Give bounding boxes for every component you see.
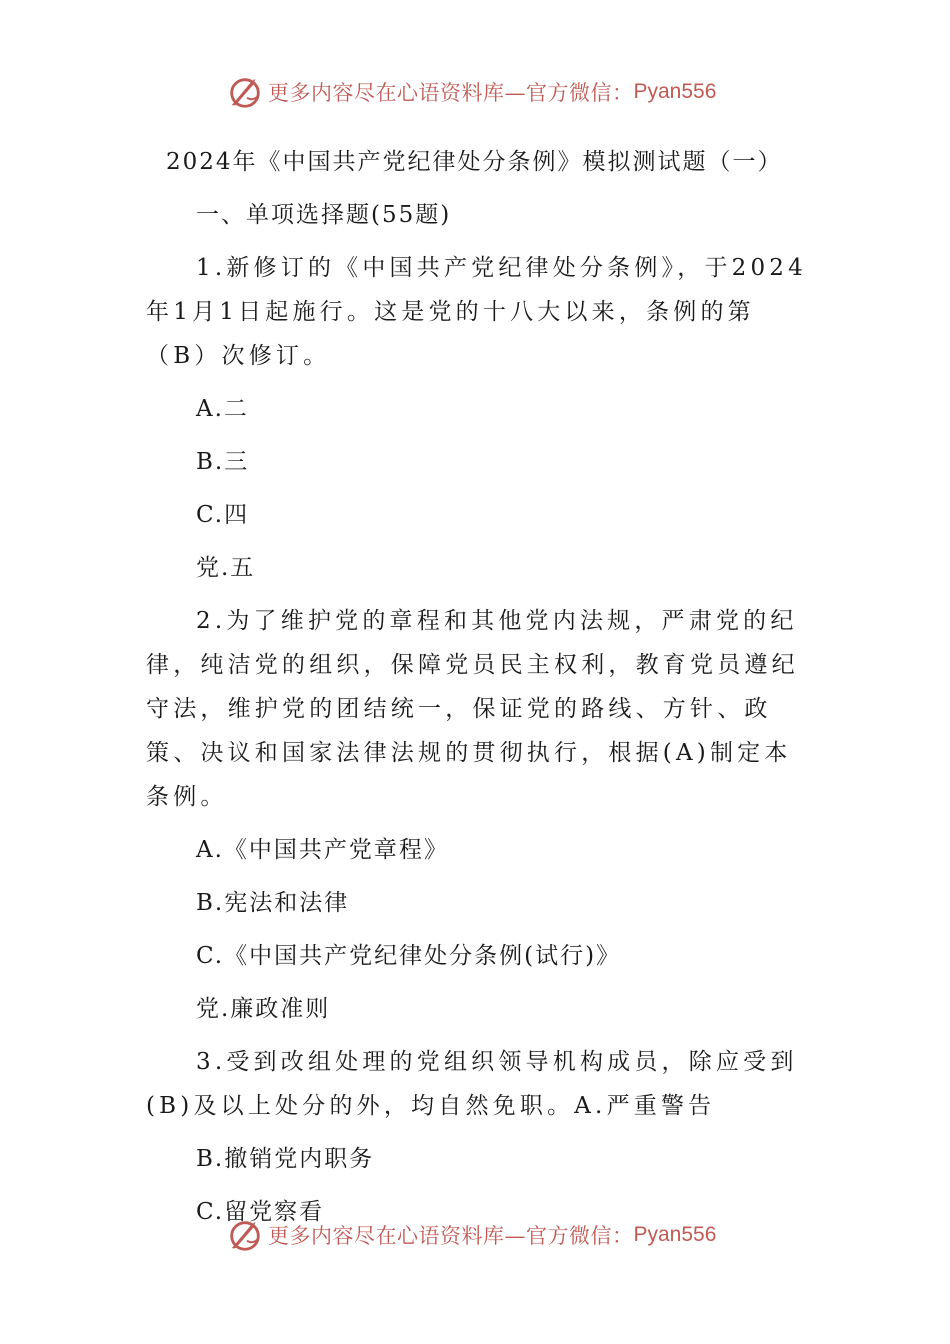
question-3-option-c: C.留党察看 — [196, 1199, 325, 1225]
question-1-option-c: C.四 — [196, 502, 250, 528]
pen-logo-icon — [226, 1216, 264, 1254]
question-2-option-d: 党.廉政准则 — [196, 996, 331, 1022]
question-1-option-d: 党.五 — [196, 555, 256, 581]
question-2-stem: 2.为了维护党的章程和其他党内法规，严肃党的纪律，纯洁党的组织，保障党员民主权利，教育党员遵纪守法，维护党的团结统一，保证党的路线、方针、政策、决议和国家法律法规的贯彻执行，根据(A)制定本条例。 — [146, 608, 799, 810]
pen-logo-icon — [226, 73, 264, 111]
document-body — [146, 140, 816, 1234]
banner-wechat-id: Pyan556 — [633, 1223, 717, 1246]
banner-wechat-id: Pyan556 — [633, 80, 717, 103]
document-title: 2024年《中国共产党纪律处分条例》模拟测试题（一） — [166, 149, 783, 175]
question-1-option-b: B.三 — [196, 449, 250, 475]
question-3-option-b: B.撤销党内职务 — [196, 1146, 375, 1172]
question-2-option-a: A.《中国共产党章程》 — [196, 837, 449, 863]
question-1-stem: 1.新修订的《中国共产党纪律处分条例》，于2024年1月1日起施行。这是党的十八大以来，条例的第（B）次修订。 — [146, 255, 807, 369]
footer-banner — [0, 1215, 950, 1255]
question-1-option-a: A.二 — [196, 396, 249, 422]
question-2-option-c: C.《中国共产党纪律处分条例(试行)》 — [196, 943, 622, 969]
banner-text: 更多内容尽在心语资料库—官方微信： — [268, 1224, 634, 1248]
section-heading: 一、单项选择题(55题) — [196, 202, 452, 228]
question-3-stem: 3.受到改组处理的党组织领导机构成员，除应受到(B)及以上处分的外，均自然免职。A.严重警告 — [146, 1049, 798, 1119]
question-2-option-b: B.宪法和法律 — [196, 890, 350, 916]
header-banner — [0, 72, 950, 112]
banner-text: 更多内容尽在心语资料库—官方微信： — [268, 81, 634, 105]
